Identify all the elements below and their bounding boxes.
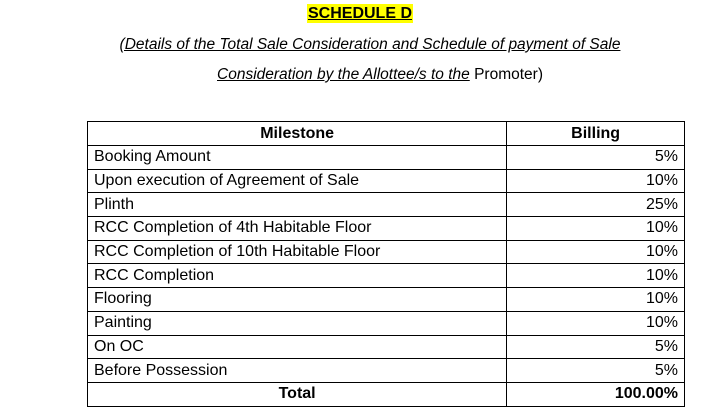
total-value: 100.00%: [507, 382, 685, 406]
billing-cell: 5%: [507, 335, 685, 359]
table-row: [88, 240, 685, 264]
billing-cell: 5%: [507, 146, 685, 170]
milestone-cell: Before Possession: [88, 359, 507, 383]
table-row: [88, 288, 685, 312]
total-row: [88, 382, 685, 406]
table-row: [88, 264, 685, 288]
milestone-cell: Painting: [88, 311, 507, 335]
billing-cell: 10%: [507, 240, 685, 264]
subtitle-line-1-text: (Details of the Total Sale Consideration and Schedule of payment of Sale: [119, 36, 621, 53]
table-row: [88, 169, 685, 193]
milestone-cell: Booking Amount: [88, 146, 507, 170]
milestone-cell: On OC: [88, 335, 507, 359]
table-row: [88, 311, 685, 335]
milestone-cell: Flooring: [88, 288, 507, 312]
title-wrap: [0, 4, 720, 23]
billing-cell: 10%: [507, 217, 685, 241]
milestone-cell: RCC Completion of 4th Habitable Floor: [88, 217, 507, 241]
subtitle-line-2-rest: Promoter): [469, 66, 543, 83]
billing-cell: 10%: [507, 288, 685, 312]
milestone-cell: Upon execution of Agreement of Sale: [88, 169, 507, 193]
billing-cell: 5%: [507, 359, 685, 383]
total-label: Total: [88, 382, 507, 406]
milestone-header: Milestone: [88, 122, 507, 146]
subtitle-line-2-underlined: Consideration by the Allottee/s to the: [217, 66, 470, 83]
billing-cell: 10%: [507, 264, 685, 288]
table-row: [88, 335, 685, 359]
subtitle-line-1: [50, 36, 690, 54]
table-row: [88, 217, 685, 241]
table-header-row: [88, 122, 685, 146]
payment-schedule-table: [87, 121, 685, 407]
table-row: [88, 193, 685, 217]
milestone-cell: RCC Completion of 10th Habitable Floor: [88, 240, 507, 264]
schedule-title: SCHEDULE D: [307, 5, 412, 22]
table-row: [88, 146, 685, 170]
milestone-cell: RCC Completion: [88, 264, 507, 288]
billing-cell: 25%: [507, 193, 685, 217]
subtitle-line-2: [60, 66, 700, 84]
milestone-cell: Plinth: [88, 193, 507, 217]
table-row: [88, 359, 685, 383]
billing-cell: 10%: [507, 169, 685, 193]
billing-cell: 10%: [507, 311, 685, 335]
billing-header: Billing: [507, 122, 685, 146]
